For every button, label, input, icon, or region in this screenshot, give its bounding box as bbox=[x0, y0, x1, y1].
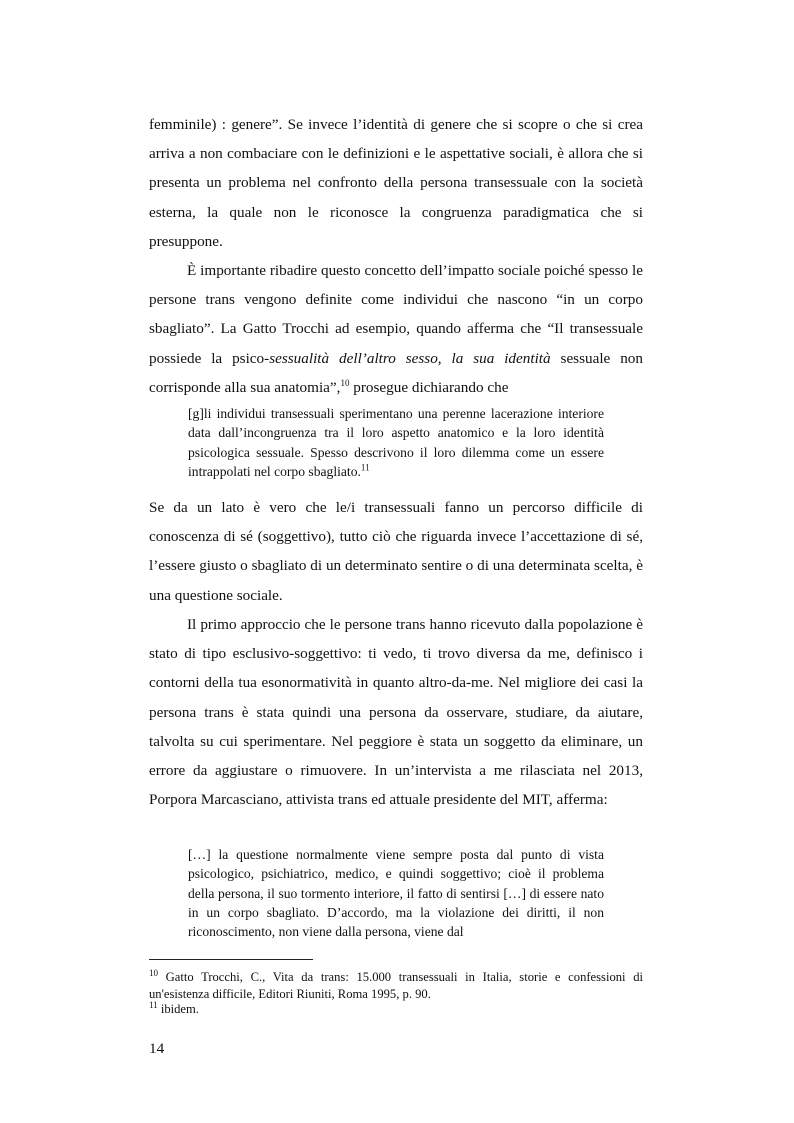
paragraph-1: femminile) : genere”. Se invece l’identità di genere che si scopre o che si crea arriva a non combaciare con le definizioni e le aspettative sociali, è allora che si presenta un problema nel confronto della persona transessuale con la società esterna, la quale non le riconosce la congruenza paradigmatica che si presuppone. bbox=[149, 116, 643, 250]
paragraph-3: Se da un lato è vero che le/i transessuali fanno un percorso difficile di conoscenza di sé (soggettivo), tutto ciò che riguarda invece l’accettazione di sé, l’essere giusto o sbagliato di un determinato sentire o di una determinata scelta, è una questione sociale. bbox=[149, 499, 643, 604]
block-quote-2: […] la questione normalmente viene sempre posta dal punto di vista psicologico, psichiatrico, medico, e quindi soggettivo; cioè il problema della persona, il suo tormento interiore, il fatto di sentirsi […] di essere nato in un corpo sbagliato. D’accordo, ma la violazione dei diritti, il non riconoscimento, non viene dalla persona, viene dal bbox=[188, 847, 604, 940]
footnote-ref-11: 11 bbox=[360, 462, 370, 473]
paragraph-2-text-b: sessuale non corrisponde alla sua anatomia”, bbox=[149, 349, 643, 396]
footnote-ref-10: 10 bbox=[340, 377, 350, 388]
paragraph-2-text-a: È importante ribadire questo concetto dell’impatto sociale poiché spesso le persone trans vengono definite come individui che nascono “in un corpo sbagliato”. La Gatto Trocchi ad esempio, quando afferma che “Il transessuale possiede la psico- bbox=[149, 262, 643, 367]
block-quote-1 bbox=[188, 404, 604, 481]
footnote-10-number: 10 bbox=[149, 967, 158, 978]
footnote-10 bbox=[149, 969, 643, 1002]
footnote-11-number: 11 bbox=[149, 999, 158, 1010]
block-quote-1-text: [g]li individui transessuali sperimentano una perenne lacerazione interiore data dall’incongruenza tra il loro aspetto anatomico e la loro identità psicologica sessuale. Spesso descrivono il loro dilemma come un essere intrappolati nel corpo sbagliato. bbox=[188, 406, 604, 479]
paragraph-2 bbox=[149, 256, 643, 402]
footnote-10-text: Gatto Trocchi, C., Vita da trans: 15.000 transessuali in Italia, storie e confessioni di un'esistenza difficile, Editori Riuniti, Roma 1995, p. 90. bbox=[149, 970, 643, 1001]
paragraph-2-italic: sessualità dell’altro sesso, la sua identità bbox=[269, 349, 551, 367]
paragraph-2-text-c: prosegue dichiarando che bbox=[349, 378, 509, 396]
paragraph-4: Il primo approccio che le persone trans hanno ricevuto dalla popolazione è stato di tipo esclusivo-soggettivo: ti vedo, ti trovo diversa da me, definisco i contorni della tua esonormatività in quanto altro-da-me. Nel migliore dei casi la persona trans è stata quindi una persona da osservare, studiare, da aiutare, talvolta su cui sperimentare. Nel peggiore è stata un soggetto da eliminare, un errore da aggiustare o rimuovere. In un’intervista a me rilasciata nel 2013, Porpora Marcasciano, attivista trans ed attuale presidente del MIT, afferma: bbox=[149, 616, 643, 809]
footnote-separator bbox=[149, 959, 313, 960]
page-number: 14 bbox=[149, 1040, 165, 1057]
footnote-11 bbox=[149, 1001, 643, 1018]
footnote-11-text: ibidem. bbox=[157, 1002, 199, 1016]
